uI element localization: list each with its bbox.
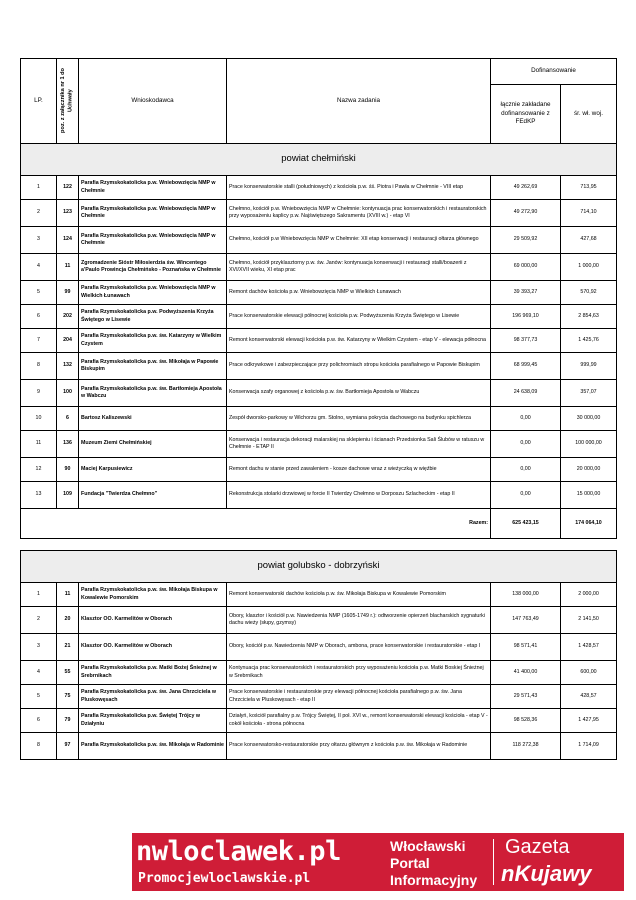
cell-wnioskodawca: Parafia Rzymskokatolicka p.w. Świętej Trójcy w Działyniu: [79, 709, 227, 733]
cell-poz: 90: [57, 458, 79, 482]
summary-label: Razem:: [21, 509, 491, 539]
table-row: [21, 380, 617, 407]
cell-wnioskodawca: Parafia Rzymskokatolicka p.w. św. Katarzyny w Wielkim Czystem: [79, 329, 227, 353]
cell-wnioskodawca: Maciej Karpusiewicz: [79, 458, 227, 482]
cell-srwl: 2 854,63: [561, 305, 617, 329]
summary-fedkp: 625 423,15: [491, 509, 561, 539]
cell-fedkp: 39 393,27: [491, 281, 561, 305]
cell-fedkp: 49 272,90: [491, 200, 561, 227]
cell-poz: 11: [57, 583, 79, 607]
cell-poz: 79: [57, 709, 79, 733]
cell-nazwa: Prace konserwatorskie elewacji północnej kościoła p.w. Podwyższenia Krzyża Świętego w Lisewie: [227, 305, 491, 329]
cell-srwl: 570,92: [561, 281, 617, 305]
cell-lp: 10: [21, 407, 57, 431]
cell-poz: 20: [57, 607, 79, 634]
banner-portal-line3: Informacyjny: [390, 872, 478, 888]
cell-fedkp: 0,00: [491, 431, 561, 458]
cell-wnioskodawca: Zgromadzenie Sióstr Miłosierdzia św. Wincentego a'Paulo Prowincja Chełmińsko - Poznańska w Chełmnie: [79, 254, 227, 281]
cell-lp: 2: [21, 607, 57, 634]
section-header: [21, 144, 617, 176]
cell-lp: 1: [21, 176, 57, 200]
cell-fedkp: 118 272,38: [491, 733, 561, 760]
table-row: [21, 634, 617, 661]
table-row: [21, 458, 617, 482]
cell-lp: 12: [21, 458, 57, 482]
cell-lp: 2: [21, 200, 57, 227]
cell-poz: 99: [57, 281, 79, 305]
cell-lp: 8: [21, 733, 57, 760]
cell-lp: 4: [21, 661, 57, 685]
cell-nazwa: Prace konserwatorskie i restauratorskie przy elewacji północnej kościoła parafialnego p.w. św. Jana Chrzciciela w Pluskowęsach - etap II: [227, 685, 491, 709]
table-row: [21, 353, 617, 380]
table-row: [21, 305, 617, 329]
cell-wnioskodawca: Klasztor OO. Karmelitów w Oborach: [79, 607, 227, 634]
table-row: [21, 733, 617, 760]
gap-cell: [21, 539, 617, 551]
cell-poz: 75: [57, 685, 79, 709]
table-row: [21, 709, 617, 733]
cell-wnioskodawca: Parafia Rzymskokatolicka p.w. Podwyższenia Krzyża Świętego w Lisewie: [79, 305, 227, 329]
header-poz-text: poz. z załącznika nr 1 do Uchwały: [59, 68, 74, 134]
cell-nazwa: Remont dachów kościoła p.w. Wniebowzięcia NMP w Wielkich Łunawach: [227, 281, 491, 305]
cell-fedkp: 49 262,69: [491, 176, 561, 200]
cell-lp: 3: [21, 227, 57, 254]
cell-fedkp: 68 999,45: [491, 353, 561, 380]
section-gap: [21, 539, 617, 551]
header-wnioskodawca: Wnioskodawca: [79, 59, 227, 144]
cell-lp: 1: [21, 583, 57, 607]
cell-nazwa: Remont konserwatorski elewacji kościoła p.w. św. Katarzyny w Wielkim Czystem - etap V - elewacja północna: [227, 329, 491, 353]
summary-row: [21, 509, 617, 539]
cell-srwl: 2 141,50: [561, 607, 617, 634]
cell-lp: 6: [21, 305, 57, 329]
table-row: [21, 227, 617, 254]
header-lacznie: łącznie zakładane dofinansowanie z FEdKP: [491, 85, 561, 144]
cell-nazwa: Chełmno, kościół p.w. Wniebowzięcia NMP w Chełmnie: kontynuacja prac konserwatorskich i restauratorskich przy wyposażeniu kaplicy p.w. Najświętszego Sakramentu (XVIII w.) - etap VI: [227, 200, 491, 227]
cell-nazwa: Zespół dworsko-parkowy w Wichorzu gm. Stolno, wymiana pokrycia dachowego na budynku spichlerza: [227, 407, 491, 431]
table-row: [21, 281, 617, 305]
cell-srwl: 100 000,00: [561, 431, 617, 458]
cell-nazwa: Rekonstrukcja stolarki drzwiowej w forcie II Twierdzy Chełmno w Dorposzu Szlacheckim - etap II: [227, 482, 491, 509]
cell-wnioskodawca: Parafia Rzymskokatolicka p.w. Wniebowzięcia NMP w Chełmnie: [79, 200, 227, 227]
table-row: [21, 583, 617, 607]
funding-table: [20, 58, 617, 760]
cell-fedkp: 69 000,00: [491, 254, 561, 281]
cell-srwl: 1 000,00: [561, 254, 617, 281]
cell-nazwa: Remont konserwatorski dachów kościoła p.w. św. Mikołaja Biskupa w Kowalewie Pomorskim: [227, 583, 491, 607]
cell-nazwa: Kontynuacja prac konserwatorskich i restauratorskich przy wyposażeniu kościoła p.w. Matki Boskiej Śnieżnej w Srebrnikach: [227, 661, 491, 685]
header-srwl: śr. wł. woj.: [561, 85, 617, 144]
cell-nazwa: Prace konserwatorskie stalli (południowych) z kościoła p.w. śś. Piotra i Pawła w Chełmnie - VIII etap: [227, 176, 491, 200]
cell-poz: 109: [57, 482, 79, 509]
cell-wnioskodawca: Parafia Rzymskokatolicka p.w. św. Mikołaja w Papowie Biskupim: [79, 353, 227, 380]
cell-srwl: 999,99: [561, 353, 617, 380]
table-row: [21, 254, 617, 281]
cell-srwl: 1 427,95: [561, 709, 617, 733]
cell-lp: 7: [21, 329, 57, 353]
cell-nazwa: Konserwacja szafy organowej z kościoła p.w. św. Bartłomieja Apostoła w Wabczu: [227, 380, 491, 407]
cell-nazwa: Prace konserwatorsko-restauratorskie przy ołtarzu głównym z kościoła p.w. św. Mikołaja w Radominie: [227, 733, 491, 760]
cell-fedkp: 196 969,10: [491, 305, 561, 329]
cell-srwl: 1 425,76: [561, 329, 617, 353]
cell-fedkp: 98 571,41: [491, 634, 561, 661]
cell-srwl: 427,68: [561, 227, 617, 254]
cell-wnioskodawca: Parafia Rzymskokatolicka p.w. św. Jana Chrzciciela w Pluskowęsach: [79, 685, 227, 709]
cell-nazwa: Chełmno, kościół przyklasztorny p.w. św. Janów: kontynuacja konserwacji i restauracji stalli/boazerii z XVI/XVII wieku, XI etap prac: [227, 254, 491, 281]
header-lp: LP.: [21, 59, 57, 144]
table-row: [21, 176, 617, 200]
table-row: [21, 661, 617, 685]
cell-lp: 11: [21, 431, 57, 458]
cell-lp: 5: [21, 685, 57, 709]
section-title: powiat chełmiński: [21, 144, 617, 176]
cell-wnioskodawca: Parafia Rzymskokatolicka p.w. św. Bartłomieja Apostoła w Wabczu: [79, 380, 227, 407]
cell-fedkp: 0,00: [491, 458, 561, 482]
cell-wnioskodawca: Parafia Rzymskokatolicka p.w. św. Mikołaja w Radominie: [79, 733, 227, 760]
table-row: [21, 200, 617, 227]
table-row: [21, 431, 617, 458]
cell-srwl: 15 000,00: [561, 482, 617, 509]
cell-srwl: 714,10: [561, 200, 617, 227]
cell-fedkp: 147 763,49: [491, 607, 561, 634]
header-poz: [57, 59, 79, 144]
cell-nazwa: Konserwacja i restauracja dekoracji malarskiej na sklepieniu i ścianach Przedsionka Sali Ślubów w ratuszu w Chełmnie - ETAP II: [227, 431, 491, 458]
cell-wnioskodawca: Parafia Rzymskokatolicka p.w. Wniebowzięcia NMP w Chełmnie: [79, 176, 227, 200]
cell-poz: 97: [57, 733, 79, 760]
cell-poz: 11: [57, 254, 79, 281]
cell-nazwa: Obory, kościół p.w. Nawiedzenia NMP w Oborach, ambona, prace konserwatorskie i restauratorskie - etap I: [227, 634, 491, 661]
banner-brand: nwloclawek.pl: [136, 836, 341, 867]
table-row: [21, 607, 617, 634]
cell-fedkp: 0,00: [491, 407, 561, 431]
cell-fedkp: 24 638,09: [491, 380, 561, 407]
cell-srwl: 600,00: [561, 661, 617, 685]
cell-wnioskodawca: Parafia Rzymskokatolicka p.w. Wniebowzięcia NMP w Wielkich Łunawach: [79, 281, 227, 305]
cell-lp: 3: [21, 634, 57, 661]
cell-srwl: 2 000,00: [561, 583, 617, 607]
banner-portal: [390, 838, 477, 889]
header-dofinansowanie: Dofinansowanie: [491, 59, 617, 85]
cell-wnioskodawca: Muzeum Ziemi Chełmińskiej: [79, 431, 227, 458]
cell-lp: 8: [21, 353, 57, 380]
cell-fedkp: 98 528,36: [491, 709, 561, 733]
cell-fedkp: 0,00: [491, 482, 561, 509]
section-title: powiat golubsko - dobrzyński: [21, 551, 617, 583]
cell-wnioskodawca: Bartosz Kaliszewski: [79, 407, 227, 431]
cell-nazwa: Prace odkrywkowe i zabezpieczające przy polichromiach stropu kościoła parafialnego w Papowie Biskupim: [227, 353, 491, 380]
cell-fedkp: 98 377,73: [491, 329, 561, 353]
cell-srwl: 357,07: [561, 380, 617, 407]
table-row: [21, 407, 617, 431]
cell-nazwa: Działyń, kościół parafialny p.w. Trójcy Świętej, II poł. XVI w., remont konserwatorski elewacji kościoła - etap V - cokół kościoła - strona północna: [227, 709, 491, 733]
cell-srwl: 30 000,00: [561, 407, 617, 431]
table-row: [21, 482, 617, 509]
cell-fedkp: 41 400,00: [491, 661, 561, 685]
cell-wnioskodawca: Fundacja "Twierdza Chełmno": [79, 482, 227, 509]
cell-fedkp: 29 571,43: [491, 685, 561, 709]
cell-srwl: 1 714,09: [561, 733, 617, 760]
cell-srwl: 713,95: [561, 176, 617, 200]
cell-srwl: 428,57: [561, 685, 617, 709]
cell-poz: 100: [57, 380, 79, 407]
table-row: [21, 329, 617, 353]
cell-lp: 13: [21, 482, 57, 509]
cell-poz: 202: [57, 305, 79, 329]
cell-poz: 132: [57, 353, 79, 380]
cell-poz: 122: [57, 176, 79, 200]
banner-divider: [493, 839, 494, 885]
cell-wnioskodawca: Parafia Rzymskokatolicka p.w. św. Mikołaja Biskupa w Kowalewie Pomorskim: [79, 583, 227, 607]
cell-poz: 55: [57, 661, 79, 685]
footer-banner: [132, 833, 624, 891]
cell-srwl: 1 428,57: [561, 634, 617, 661]
cell-lp: 6: [21, 709, 57, 733]
cell-srwl: 20 000,00: [561, 458, 617, 482]
cell-lp: 4: [21, 254, 57, 281]
banner-gazeta: Gazeta: [505, 836, 570, 858]
banner-portal-line1: Włocławski: [390, 838, 466, 854]
header-nazwa: Nazwa zadania: [227, 59, 491, 144]
cell-poz: 21: [57, 634, 79, 661]
cell-poz: 6: [57, 407, 79, 431]
banner-kujawy: nKujawy: [501, 861, 592, 886]
cell-nazwa: Chełmno, kościół p.w Wniebowzięcia NMP w Chełmnie: XII etap konserwacji i restauracji ołtarza głównego: [227, 227, 491, 254]
summary-srwl: 174 064,10: [561, 509, 617, 539]
cell-poz: 204: [57, 329, 79, 353]
banner-portal-line2: Portal: [390, 855, 430, 871]
cell-fedkp: 138 000,00: [491, 583, 561, 607]
section-header: [21, 551, 617, 583]
banner-sub: Promocjewloclawskie.pl: [138, 871, 311, 886]
cell-wnioskodawca: Klasztor OO. Karmelitów w Oborach: [79, 634, 227, 661]
cell-lp: 5: [21, 281, 57, 305]
cell-poz: 123: [57, 200, 79, 227]
table-row: [21, 685, 617, 709]
cell-wnioskodawca: Parafia Rzymskokatolicka p.w. Wniebowzięcia NMP w Chełmnie: [79, 227, 227, 254]
cell-nazwa: Obory, klasztor i kościół p.w. Nawiedzenia NMP (1605-1749 r.): odtworzenie opierzeń blacharskich sygnaturki dachu wieży (słupy, gzymsy): [227, 607, 491, 634]
table-body: [21, 144, 617, 760]
cell-fedkp: 29 509,92: [491, 227, 561, 254]
cell-lp: 9: [21, 380, 57, 407]
cell-poz: 136: [57, 431, 79, 458]
cell-poz: 124: [57, 227, 79, 254]
cell-wnioskodawca: Parafia Rzymskokatolicka p.w. Matki Bożej Śnieżnej w Srebrnikach: [79, 661, 227, 685]
cell-nazwa: Remont dachu w stanie przed zawaleniem - kosze dachowe wraz z wieżyczką w więźbie: [227, 458, 491, 482]
